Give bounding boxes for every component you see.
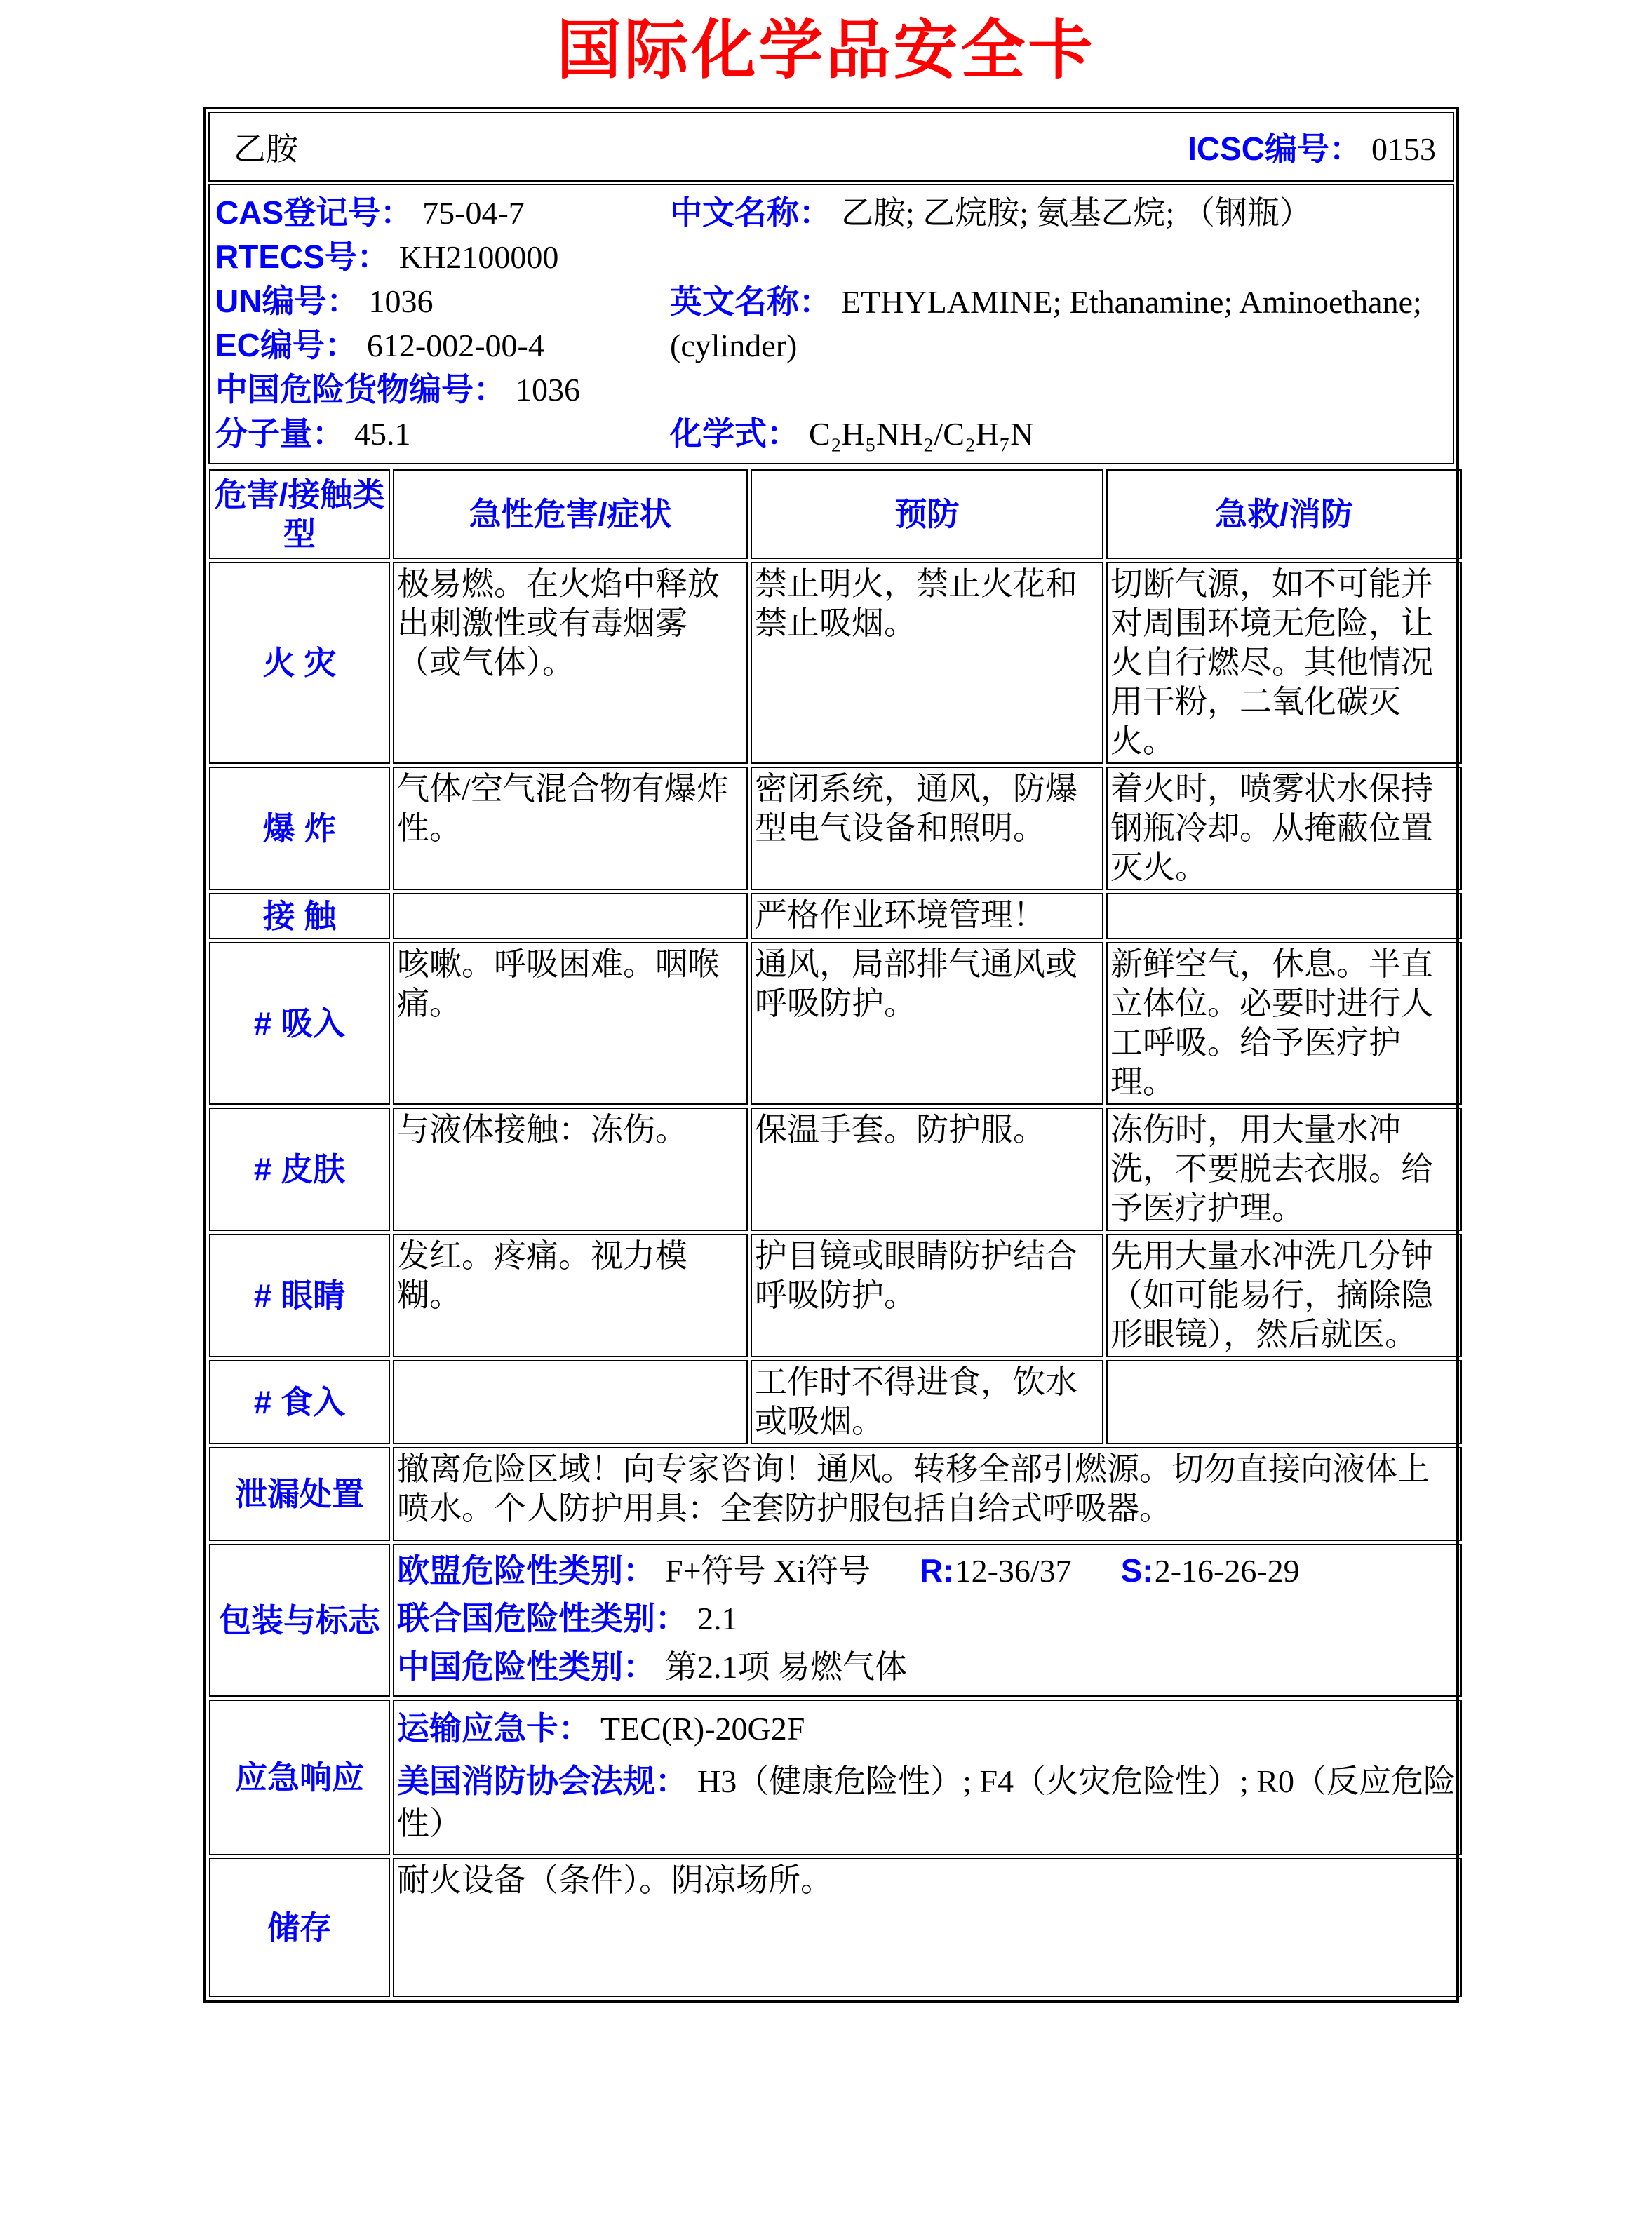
fire-prevention-cell: 禁止明火，禁止火花和禁止吸烟。 — [751, 562, 1103, 764]
fire-response-cell: 切断气源，如不可能并对周围环境无危险，让火自行燃尽。其他情况用干粉，二氧化碳灭火。 — [1106, 562, 1462, 764]
chinese-name-value: 乙胺; 乙烷胺; 氨基乙烷; （钢瓶） — [841, 195, 1312, 231]
ingestion-response-cell — [1106, 1360, 1462, 1444]
un-hazard-class-label: 联合国危险性类别： — [397, 1600, 687, 1637]
r-phrases-label: R: — [920, 1552, 954, 1589]
english-name-row — [670, 280, 1440, 368]
identifier-list — [215, 191, 670, 456]
molecular-weight-value: 45.1 — [354, 416, 411, 452]
eyes-symptoms-cell: 发红。疼痛。视力模糊。 — [393, 1234, 748, 1357]
nfpa-code-label: 美国消防协会法规： — [397, 1763, 687, 1799]
chinese-name-row — [670, 191, 1440, 235]
row-label-packaging-labelling: 包装与标志 — [209, 1544, 390, 1697]
eu-hazard-class-value: F+符号 Xi符号 — [665, 1552, 871, 1589]
fire-symptoms-cell: 极易燃。在火焰中释放出刺激性或有毒烟雾（或气体）。 — [393, 562, 748, 764]
transport-emergency-card-line — [397, 1707, 1458, 1750]
table-row-inhalation — [209, 942, 1462, 1105]
row-label-emergency-response: 应急响应 — [209, 1700, 390, 1855]
un-label: UN编号： — [215, 283, 359, 319]
table-row-fire — [209, 562, 1462, 764]
icsc-number-field — [1188, 123, 1436, 170]
nfpa-code-value: H3（健康危险性）; F4（火灾危险性）; R0（反应危险性） — [397, 1763, 1456, 1841]
ec-number-row — [215, 323, 670, 368]
contact-response-cell — [1106, 893, 1462, 939]
skin-symptoms-cell: 与液体接触：冻伤。 — [393, 1108, 748, 1231]
substance-name: 乙胺 — [234, 131, 298, 167]
explosion-response-cell: 着火时，喷雾状水保持钢瓶冷却。从掩蔽位置灭火。 — [1106, 767, 1462, 890]
storage-text: 耐火设备（条件）。阴凉场所。 — [393, 1858, 1462, 1997]
inhalation-response-cell: 新鲜空气，休息。半直立体位。必要时进行人工呼吸。给予医疗护理。 — [1106, 942, 1462, 1105]
icsc-label: ICSC编号： — [1188, 130, 1362, 167]
rtecs-number-row — [215, 235, 670, 279]
packaging-labelling-cell — [393, 1544, 1462, 1697]
explosion-symptoms-cell: 气体/空气混合物有爆炸性。 — [393, 767, 748, 890]
row-label-storage: 储存 — [209, 1858, 390, 1997]
un-hazard-class-value: 2.1 — [697, 1601, 738, 1637]
col-header-firstaid: 急救/消防 — [1106, 469, 1462, 559]
eu-hazard-class-line — [397, 1549, 1458, 1592]
row-label-skin: # 皮肤 — [209, 1108, 390, 1231]
rtecs-label: RTECS号： — [215, 238, 389, 275]
contact-prevention-cell: 严格作业环境管理！ — [751, 893, 1103, 939]
table-row-spill-disposal — [209, 1447, 1462, 1541]
row-label-inhalation: # 吸入 — [209, 942, 390, 1105]
s-phrases-value: 2-16-26-29 — [1154, 1552, 1300, 1589]
cas-number-row — [215, 191, 670, 235]
english-name-value: ETHYLAMINE; Ethanamine; Aminoethane; (cylinder) — [670, 283, 1422, 363]
china-dg-value: 1036 — [516, 372, 580, 408]
ingestion-prevention-cell: 工作时不得进食，饮水或吸烟。 — [751, 1360, 1103, 1444]
skin-response-cell: 冻伤时，用大量水冲洗，不要脱去衣服。给予医疗护理。 — [1106, 1108, 1462, 1231]
row-label-ingestion: # 食入 — [209, 1360, 390, 1444]
row-label-spill-disposal: 泄漏处置 — [209, 1447, 390, 1541]
hazard-table-header-row — [209, 469, 1462, 559]
un-number-row — [215, 279, 670, 323]
cas-value: 75-04-7 — [422, 195, 525, 231]
eu-hazard-class-label: 欧盟危险性类别： — [397, 1552, 655, 1589]
page-title: 国际化学品安全卡 — [556, 15, 1096, 86]
row-label-eyes: # 眼睛 — [209, 1234, 390, 1357]
cn-hazard-class-label: 中国危险性类别： — [397, 1648, 655, 1686]
transport-emergency-card-value: TEC(R)-20G2F — [600, 1711, 805, 1747]
eyes-response-cell: 先用大量水冲洗几分钟（如可能易行，摘除隐形眼镜），然后就医。 — [1106, 1234, 1462, 1357]
table-row-skin — [209, 1108, 1462, 1231]
cn-hazard-class-value: 第2.1项 易燃气体 — [665, 1649, 907, 1686]
explosion-prevention-cell: 密闭系统，通风，防爆型电气设备和照明。 — [751, 767, 1103, 890]
names-column — [670, 191, 1447, 456]
ingestion-symptoms-cell — [393, 1360, 748, 1444]
formula-value: C₂H₅NH₂/C₂H₇N — [809, 416, 1034, 452]
china-dg-label: 中国危险货物编号： — [215, 371, 506, 408]
un-hazard-class-line — [397, 1597, 1458, 1640]
identifiers-section — [208, 184, 1454, 464]
card-frame — [203, 107, 1459, 2003]
row-label-explosion: 爆 炸 — [209, 767, 390, 890]
english-name-label: 英文名称： — [670, 283, 831, 320]
ec-value: 612-002-00-4 — [366, 328, 544, 363]
table-row-explosion — [209, 767, 1462, 890]
cn-hazard-class-line — [397, 1646, 1458, 1688]
nfpa-code-line — [397, 1760, 1458, 1845]
card-header — [208, 112, 1454, 182]
transport-emergency-card-label: 运输应急卡： — [397, 1710, 591, 1747]
table-row-storage — [209, 1858, 1462, 1997]
r-phrases-value: 12-36/37 — [955, 1552, 1072, 1589]
ec-label: EC编号： — [215, 327, 357, 363]
molecular-weight-label: 分子量： — [215, 415, 344, 452]
table-row-eyes — [209, 1234, 1462, 1357]
chinese-name-label: 中文名称： — [670, 194, 831, 231]
china-dg-number-row — [215, 368, 670, 412]
emergency-lines — [397, 1702, 1458, 1850]
formula-label: 化学式： — [670, 415, 799, 452]
formula-row — [670, 412, 1440, 456]
col-header-hazard-type: 危害/接触类型 — [209, 469, 390, 559]
row-label-fire: 火 灾 — [209, 562, 390, 764]
un-value: 1036 — [368, 283, 434, 319]
inhalation-symptoms-cell: 咳嗽。呼吸困难。咽喉痛。 — [393, 942, 748, 1105]
table-row-ingestion — [209, 1360, 1462, 1444]
icsc-number: 0153 — [1371, 131, 1436, 167]
molecular-weight-row — [215, 412, 670, 456]
emergency-response-cell — [393, 1700, 1462, 1855]
row-label-contact: 接 触 — [209, 893, 390, 939]
cas-label: CAS登记号： — [215, 194, 413, 231]
table-row-contact — [209, 893, 1462, 939]
inhalation-prevention-cell: 通风，局部排气通风或呼吸防护。 — [751, 942, 1103, 1105]
rtecs-value: KH2100000 — [398, 239, 559, 275]
col-header-symptoms: 急性危害/症状 — [393, 469, 748, 559]
contact-symptoms-cell — [393, 893, 748, 939]
packaging-lines — [397, 1547, 1458, 1691]
skin-prevention-cell: 保温手套。防护服。 — [751, 1108, 1103, 1231]
hazard-table — [206, 466, 1465, 2000]
table-row-emergency-response — [209, 1700, 1462, 1855]
s-phrases-label: S: — [1120, 1552, 1153, 1589]
col-header-prevention: 预防 — [751, 469, 1103, 559]
spill-disposal-text: 撤离危险区域！向专家咨询！通风。转移全部引燃源。切勿直接向液体上喷水。个人防护用具：全套防护服包括自给式呼吸器。 — [393, 1447, 1462, 1541]
eyes-prevention-cell: 护目镜或眼睛防护结合呼吸防护。 — [751, 1234, 1103, 1357]
table-row-packaging-labelling — [209, 1544, 1462, 1697]
